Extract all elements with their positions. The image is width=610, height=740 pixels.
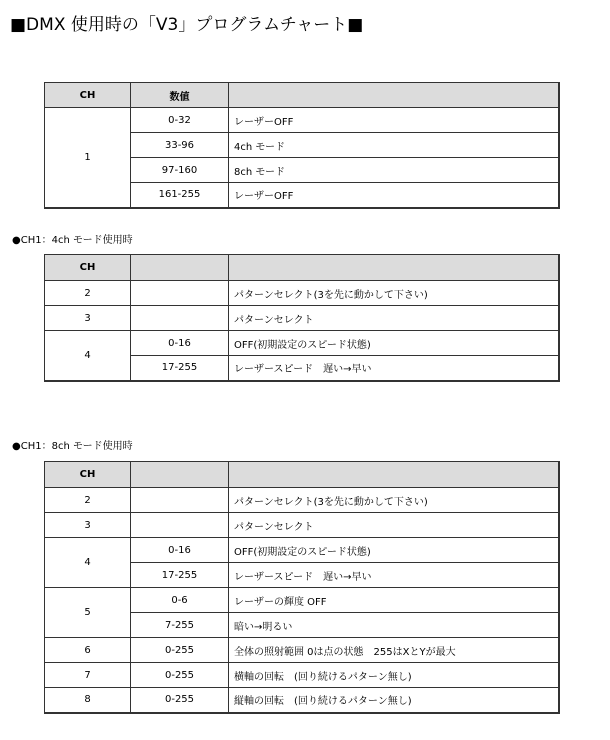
table-header-row [45, 255, 559, 281]
header-ch: CH [45, 83, 131, 108]
ch-cell: 4 [45, 538, 131, 588]
table-row [45, 663, 559, 688]
desc-cell: OFF(初期設定のスピード状態) [229, 331, 559, 356]
desc-cell: レーザーの輝度 OFF [229, 588, 559, 613]
8ch-mode-table [44, 461, 560, 714]
header-ch: CH [45, 462, 131, 488]
table-row [45, 281, 559, 306]
page-title: ■DMX 使用時の「V3」プログラムチャート■ [10, 15, 364, 35]
value-cell: 0-16 [131, 538, 229, 563]
value-cell [131, 513, 229, 538]
table-row [45, 688, 559, 713]
value-cell: 0-255 [131, 663, 229, 688]
header-ch: CH [45, 255, 131, 281]
value-cell: 0-16 [131, 331, 229, 356]
value-cell [131, 488, 229, 513]
ch-cell: 4 [45, 331, 131, 381]
ch-cell: 5 [45, 588, 131, 638]
desc-cell: OFF(初期設定のスピード状態) [229, 538, 559, 563]
desc-cell: パターンセレクト(3を先に動かして下さい) [229, 281, 559, 306]
ch-cell: 8 [45, 688, 131, 713]
header-value: 数値 [131, 83, 229, 108]
header-description [229, 255, 559, 281]
desc-cell: レーザースピード 遅い→早い [229, 356, 559, 381]
section-label-4ch: ●CH1：4ch モード使用時 [12, 235, 133, 246]
desc-cell: 全体の照射範囲 0は点の状態 255はXとYが最大 [229, 638, 559, 663]
table-row [45, 331, 559, 356]
desc-cell: レーザースピード 遅い→早い [229, 563, 559, 588]
value-cell: 17-255 [131, 356, 229, 381]
table-row [45, 108, 559, 133]
4ch-mode-table [44, 254, 560, 382]
desc-cell: パターンセレクト(3を先に動かして下さい) [229, 488, 559, 513]
table-header-row [45, 83, 559, 108]
desc-cell: 8ch モード [229, 158, 559, 183]
value-cell [131, 306, 229, 331]
desc-cell: レーザーOFF [229, 108, 559, 133]
value-cell: 33-96 [131, 133, 229, 158]
value-cell: 0-255 [131, 638, 229, 663]
table-row [45, 488, 559, 513]
header-value [131, 462, 229, 488]
desc-cell: レーザーOFF [229, 183, 559, 208]
desc-cell: 横軸の回転 (回り続けるパターン無し) [229, 663, 559, 688]
ch-cell: 7 [45, 663, 131, 688]
desc-cell: 縦軸の回転 (回り続けるパターン無し) [229, 688, 559, 713]
table-row [45, 538, 559, 563]
value-cell: 97-160 [131, 158, 229, 183]
table-row [45, 513, 559, 538]
table-row [45, 306, 559, 331]
value-cell: 17-255 [131, 563, 229, 588]
desc-cell: 4ch モード [229, 133, 559, 158]
ch-cell: 6 [45, 638, 131, 663]
ch-cell: 3 [45, 306, 131, 331]
header-value [131, 255, 229, 281]
value-cell: 0-6 [131, 588, 229, 613]
table-row [45, 588, 559, 613]
table-header-row [45, 462, 559, 488]
value-cell: 0-32 [131, 108, 229, 133]
table-row [45, 638, 559, 663]
value-cell: 7-255 [131, 613, 229, 638]
value-cell: 161-255 [131, 183, 229, 208]
section-label-8ch: ●CH1：8ch モード使用時 [12, 441, 133, 452]
desc-cell: 暗い→明るい [229, 613, 559, 638]
ch-cell: 2 [45, 488, 131, 513]
value-cell [131, 281, 229, 306]
value-cell: 0-255 [131, 688, 229, 713]
ch-cell: 1 [45, 108, 131, 208]
header-description [229, 83, 559, 108]
header-description [229, 462, 559, 488]
ch-cell: 2 [45, 281, 131, 306]
ch-cell: 3 [45, 513, 131, 538]
ch1-mode-table [44, 82, 560, 209]
desc-cell: パターンセレクト [229, 306, 559, 331]
desc-cell: パターンセレクト [229, 513, 559, 538]
